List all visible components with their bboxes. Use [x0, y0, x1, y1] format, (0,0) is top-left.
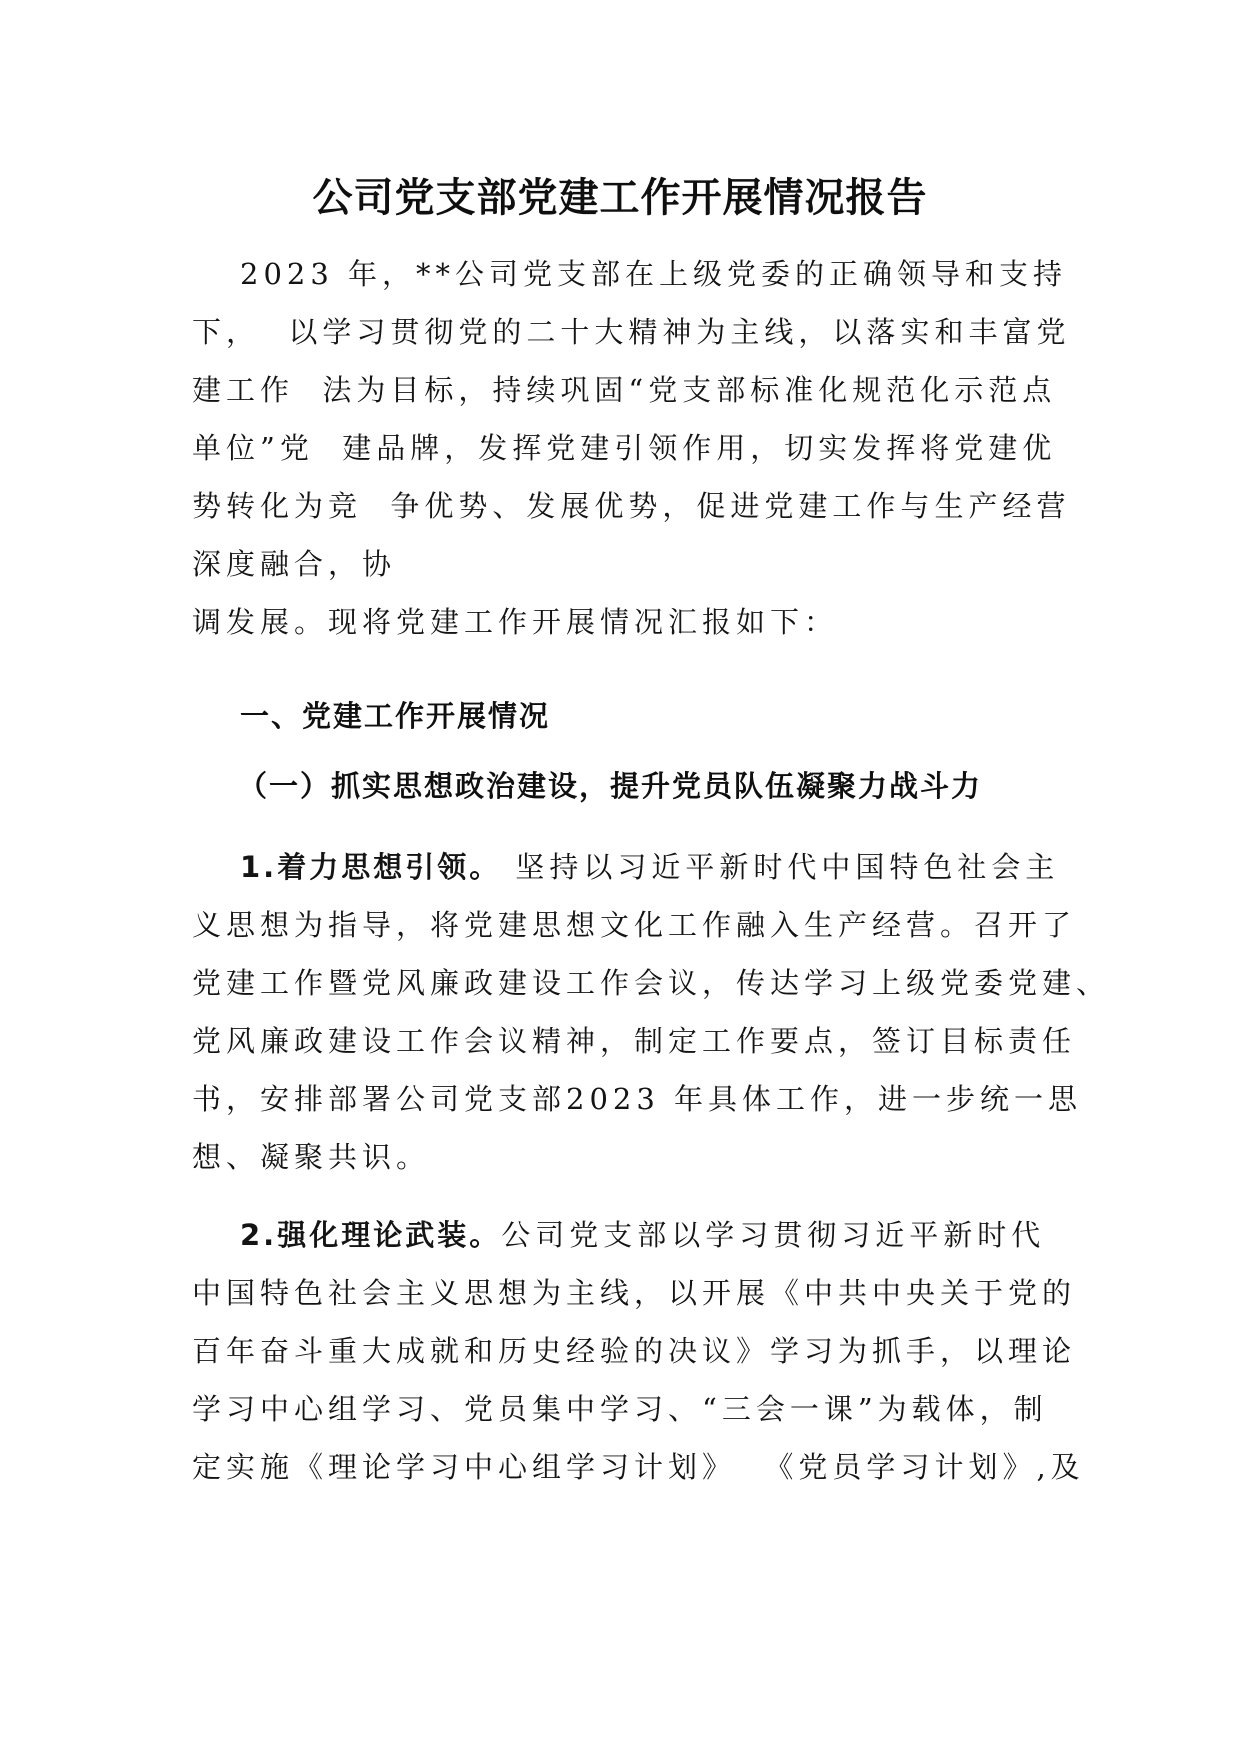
- intro-line: 深度融合，协: [192, 547, 397, 581]
- item-2-first-line-text: 公司党支部以学习贯彻习近平新时代: [501, 1218, 1046, 1252]
- item-1-paragraph: [192, 838, 1111, 1186]
- subsection-heading: （一）抓实思想政治建设，提升党员队伍凝聚力战斗力: [238, 769, 983, 803]
- item-1-line: 想、凝聚共识。: [192, 1140, 431, 1174]
- intro-line: 调发展。现将党建工作开展情况汇报如下：: [192, 605, 839, 639]
- item-2-line: 定实施《理论学习中心组学习计划》 《党员学习计划》,及: [192, 1450, 1085, 1484]
- item-1-line: 党风廉政建设工作会议精神，制定工作要点，签订目标责任: [192, 1024, 1077, 1058]
- intro-line: 2023 年，**公司党支部在上级党委的正确领导和支持: [240, 257, 1068, 291]
- intro-line: 势转化为竞 争优势、发展优势，促进党建工作与生产经营: [192, 489, 1071, 523]
- item-1-line: 义思想为指导，将党建思想文化工作融入生产经营。召开了: [192, 908, 1077, 942]
- item-2-paragraph: [192, 1206, 1085, 1496]
- intro-line: 下， 以学习贯彻党的二十大精神为主线，以落实和丰富党: [192, 315, 1071, 349]
- intro-paragraph: [192, 245, 1071, 651]
- intro-line: 建工作 法为目标，持续巩固“党支部标准化规范化示范点: [192, 373, 1057, 407]
- item-2-line: 学习中心组学习、党员集中学习、“三会一课”为载体，制: [192, 1392, 1048, 1426]
- item-1-lead: 1.着力思想引领。: [240, 850, 502, 884]
- item-1-line: 党建工作暨党风廉政建设工作会议，传达学习上级党委党建、: [192, 966, 1111, 1000]
- section-heading: 一、党建工作开展情况: [240, 699, 551, 733]
- item-1-first-line-text: 坚持以习近平新时代中国特色社会主: [501, 850, 1060, 884]
- item-1-line: 书，安排部署公司党支部2023 年具体工作，进一步统一思: [192, 1082, 1083, 1116]
- item-1-first-line: [192, 838, 1060, 896]
- item-2-lead: 2.强化理论武装。: [240, 1218, 502, 1252]
- item-2-line: 中国特色社会主义思想为主线，以开展《中共中央关于党的: [192, 1276, 1077, 1310]
- item-2-line: 百年奋斗重大成就和历史经验的决议》学习为抓手，以理论: [192, 1334, 1077, 1368]
- item-2-first-line: [192, 1206, 1052, 1264]
- document-title: 公司党支部党建工作开展情况报告: [312, 175, 928, 221]
- intro-line: 单位”党 建品牌，发挥党建引领作用，切实发挥将党建优: [192, 431, 1057, 465]
